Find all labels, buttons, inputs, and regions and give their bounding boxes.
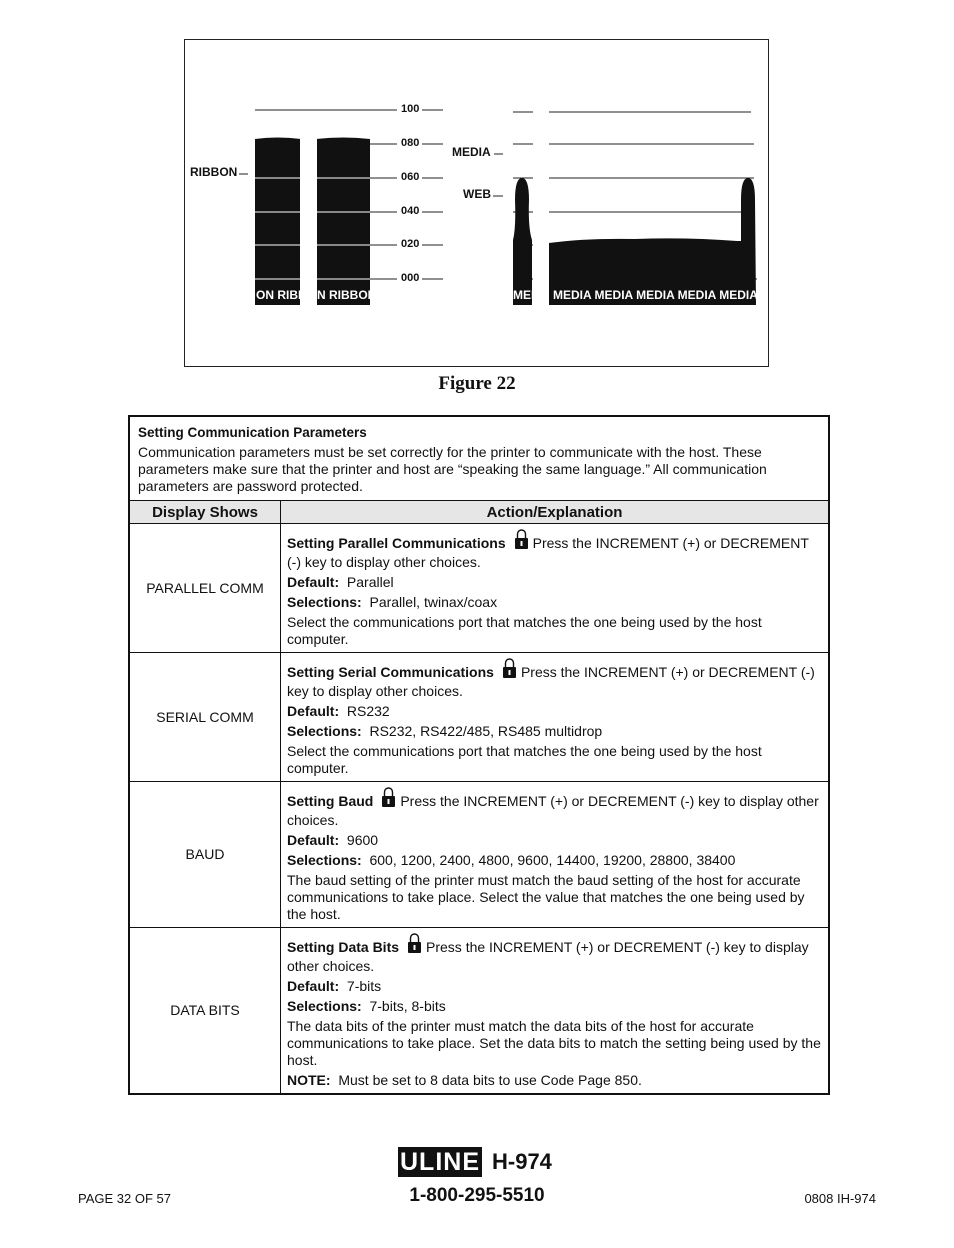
figure-22-diagram — [184, 39, 769, 367]
setting-intro: Press the INCREMENT (+) or DECREMENT (-) key to display other choices. — [287, 793, 819, 828]
figure-caption: Figure 22 — [438, 373, 516, 394]
tick-040: 040 — [401, 205, 420, 217]
header-display-shows: Display Shows — [129, 501, 281, 524]
ribbon-bar-1-text: ON RIBB — [256, 288, 307, 302]
default-value: 9600 — [346, 832, 379, 848]
media-bar-2 — [549, 178, 756, 305]
default-value: RS232 — [346, 703, 390, 719]
selections-value: 600, 1200, 2400, 4800, 9600, 14400, 19200, 28800, 38400 — [369, 852, 736, 868]
media-bar-2-text: MEDIA MEDIA MEDIA MEDIA MEDIA — [553, 288, 758, 302]
padlock-icon — [502, 657, 517, 683]
table-row — [129, 928, 829, 1095]
media-bar-1 — [513, 178, 532, 305]
setting-explanation: The data bits of the printer must match the data bits of the host for accurate communications to take place. Set the data bits to match the setting being used by the host. — [287, 1018, 821, 1068]
media-label: MEDIA — [452, 145, 491, 159]
setting-explanation: Select the communications port that matches the one being used by the host computer. — [287, 743, 762, 776]
header-action-explanation: Action/Explanation — [281, 501, 830, 524]
intro-cell — [129, 416, 829, 501]
selections-value: Parallel, twinax/coax — [369, 594, 498, 610]
web-label: WEB — [463, 187, 491, 201]
ribbon-bar-1 — [255, 138, 301, 306]
document-code: 0808 IH-974 — [804, 1191, 876, 1206]
note-label: NOTE: — [287, 1072, 331, 1088]
setting-title: Setting Serial Communications — [287, 664, 494, 680]
selections-label: Selections: — [287, 998, 362, 1014]
setting-explanation: The baud setting of the printer must match the baud setting of the host for accurate communications to take place. Select the value that matches the one being used by the host. — [287, 872, 805, 922]
ribbon-media-diagram — [185, 40, 770, 368]
default-label: Default: — [287, 978, 340, 994]
selections-value: RS232, RS422/485, RS485 multidrop — [369, 723, 603, 739]
display-cell: BAUD — [129, 782, 281, 928]
model-number: H-974 — [492, 1149, 552, 1174]
action-cell — [281, 653, 830, 782]
padlock-icon — [407, 932, 422, 958]
ribbon-label: RIBBON — [190, 165, 238, 179]
default-label: Default: — [287, 703, 340, 719]
setting-explanation: Select the communications port that matches the one being used by the host computer. — [287, 614, 762, 647]
intro-title: Setting Communication Parameters — [138, 425, 367, 440]
padlock-icon — [514, 528, 529, 554]
default-label: Default: — [287, 832, 340, 848]
intro-body: Communication parameters must be set correctly for the printer to communicate with the host. These parameters make sure that the printer and host are “speaking the same language.” All communication parameters are password protected. — [138, 444, 767, 494]
setting-intro: Press the INCREMENT (+) or DECREMENT (-) key to display other choices. — [287, 535, 809, 570]
display-cell: PARALLEL COMM — [129, 524, 281, 653]
tick-000: 000 — [401, 272, 420, 284]
default-label: Default: — [287, 574, 340, 590]
tick-020: 020 — [401, 238, 420, 250]
action-cell — [281, 782, 830, 928]
tick-060: 060 — [401, 171, 420, 183]
note-text: Must be set to 8 data bits to use Code Page 850. — [338, 1072, 642, 1088]
setting-intro: Press the INCREMENT (+) or DECREMENT (-) key to display other choices. — [287, 664, 815, 699]
table-row — [129, 653, 829, 782]
default-value: 7-bits — [346, 978, 382, 994]
action-cell — [281, 524, 830, 653]
padlock-icon — [381, 786, 396, 812]
header-row — [129, 501, 829, 524]
setting-title: Setting Baud — [287, 793, 374, 809]
setting-title: Setting Parallel Communications — [287, 535, 506, 551]
action-cell — [281, 928, 830, 1095]
selections-label: Selections: — [287, 852, 362, 868]
ribbon-bar-2 — [316, 138, 370, 306]
communication-parameters-table — [128, 415, 830, 1095]
tick-080: 080 — [401, 137, 420, 149]
selections-label: Selections: — [287, 594, 362, 610]
default-value: Parallel — [346, 574, 394, 590]
display-cell: DATA BITS — [129, 928, 281, 1095]
table-row — [129, 524, 829, 653]
selections-label: Selections: — [287, 723, 362, 739]
tick-100: 100 — [401, 103, 420, 115]
media-bar-1-text: MED — [513, 288, 540, 302]
page-number: PAGE 32 OF 57 — [78, 1191, 171, 1206]
setting-intro: Press the INCREMENT (+) or DECREMENT (-) key to display other choices. — [287, 939, 809, 974]
intro-row — [129, 416, 829, 501]
uline-logo: ULINE — [400, 1148, 480, 1176]
phone-number: 1-800-295-5510 — [409, 1185, 545, 1206]
display-cell: SERIAL COMM — [129, 653, 281, 782]
ribbon-bar-2-text: N RIBBON — [317, 288, 377, 302]
setting-title: Setting Data Bits — [287, 939, 400, 955]
table-row — [129, 782, 829, 928]
selections-value: 7-bits, 8-bits — [369, 998, 446, 1014]
